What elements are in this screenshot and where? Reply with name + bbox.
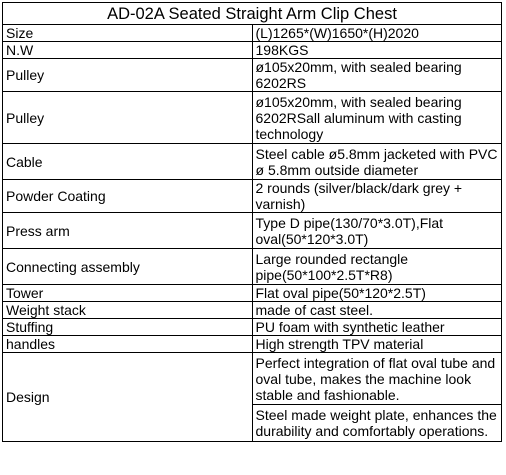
row-label-stuffing: Stuffing <box>3 319 253 336</box>
row-value-design-1: Perfect integration of flat oval tube and oval tube, makes the machine look stable and fashionable. <box>252 353 502 405</box>
spec-table <box>2 2 502 442</box>
table-row <box>3 285 502 302</box>
row-value-tower: Flat oval pipe(50*120*2.5T) <box>252 285 502 302</box>
table-row <box>3 42 502 59</box>
row-label-handles: handles <box>3 336 253 353</box>
row-label-powder-coating: Powder Coating <box>3 180 253 213</box>
table-row <box>3 249 502 285</box>
row-label-pulley-2: Pulley <box>3 92 253 144</box>
row-label-weight-stack: Weight stack <box>3 302 253 319</box>
table-row <box>3 144 502 180</box>
row-value-press-arm: Type D pipe(130/70*3.0T),Flat oval(50*120*3.0T) <box>252 213 502 249</box>
title-row <box>3 3 502 25</box>
spec-sheet <box>2 2 502 442</box>
table-row <box>3 25 502 42</box>
row-value-powder-coating: 2 rounds (silver/black/dark grey + varnish) <box>252 180 502 213</box>
row-value-connecting-assembly: Large rounded rectangle pipe(50*100*2.5T*R8) <box>252 249 502 285</box>
row-value-handles: High strength TPV material <box>252 336 502 353</box>
row-value-design-2: Steel made weight plate, enhances the durability and comfortably operations. <box>252 405 502 442</box>
table-row <box>3 180 502 213</box>
row-label-tower: Tower <box>3 285 253 302</box>
row-label-size: Size <box>3 25 253 42</box>
row-value-size: (L)1265*(W)1650*(H)2020 <box>252 25 502 42</box>
row-label-pulley: Pulley <box>3 59 253 92</box>
row-value-nw: 198KGS <box>252 42 502 59</box>
table-row <box>3 336 502 353</box>
table-title: AD-02A Seated Straight Arm Clip Chest <box>3 3 502 25</box>
row-label-press-arm: Press arm <box>3 213 253 249</box>
table-row <box>3 353 502 405</box>
row-value-pulley-2: ø105x20mm, with sealed bearing 6202RSall aluminum with casting technology <box>252 92 502 144</box>
row-label-connecting-assembly: Connecting assembly <box>3 249 253 285</box>
table-row <box>3 302 502 319</box>
row-value-stuffing: PU foam with synthetic leather <box>252 319 502 336</box>
row-value-pulley: ø105x20mm, with sealed bearing 6202RS <box>252 59 502 92</box>
table-row <box>3 213 502 249</box>
table-row <box>3 319 502 336</box>
row-value-cable: Steel cable ø5.8mm jacketed with PVC ø 5.8mm outside diameter <box>252 144 502 180</box>
row-label-cable: Cable <box>3 144 253 180</box>
table-row <box>3 92 502 144</box>
row-label-nw: N.W <box>3 42 253 59</box>
table-row <box>3 59 502 92</box>
row-label-design: Design <box>3 353 253 442</box>
row-value-weight-stack: made of cast steel. <box>252 302 502 319</box>
